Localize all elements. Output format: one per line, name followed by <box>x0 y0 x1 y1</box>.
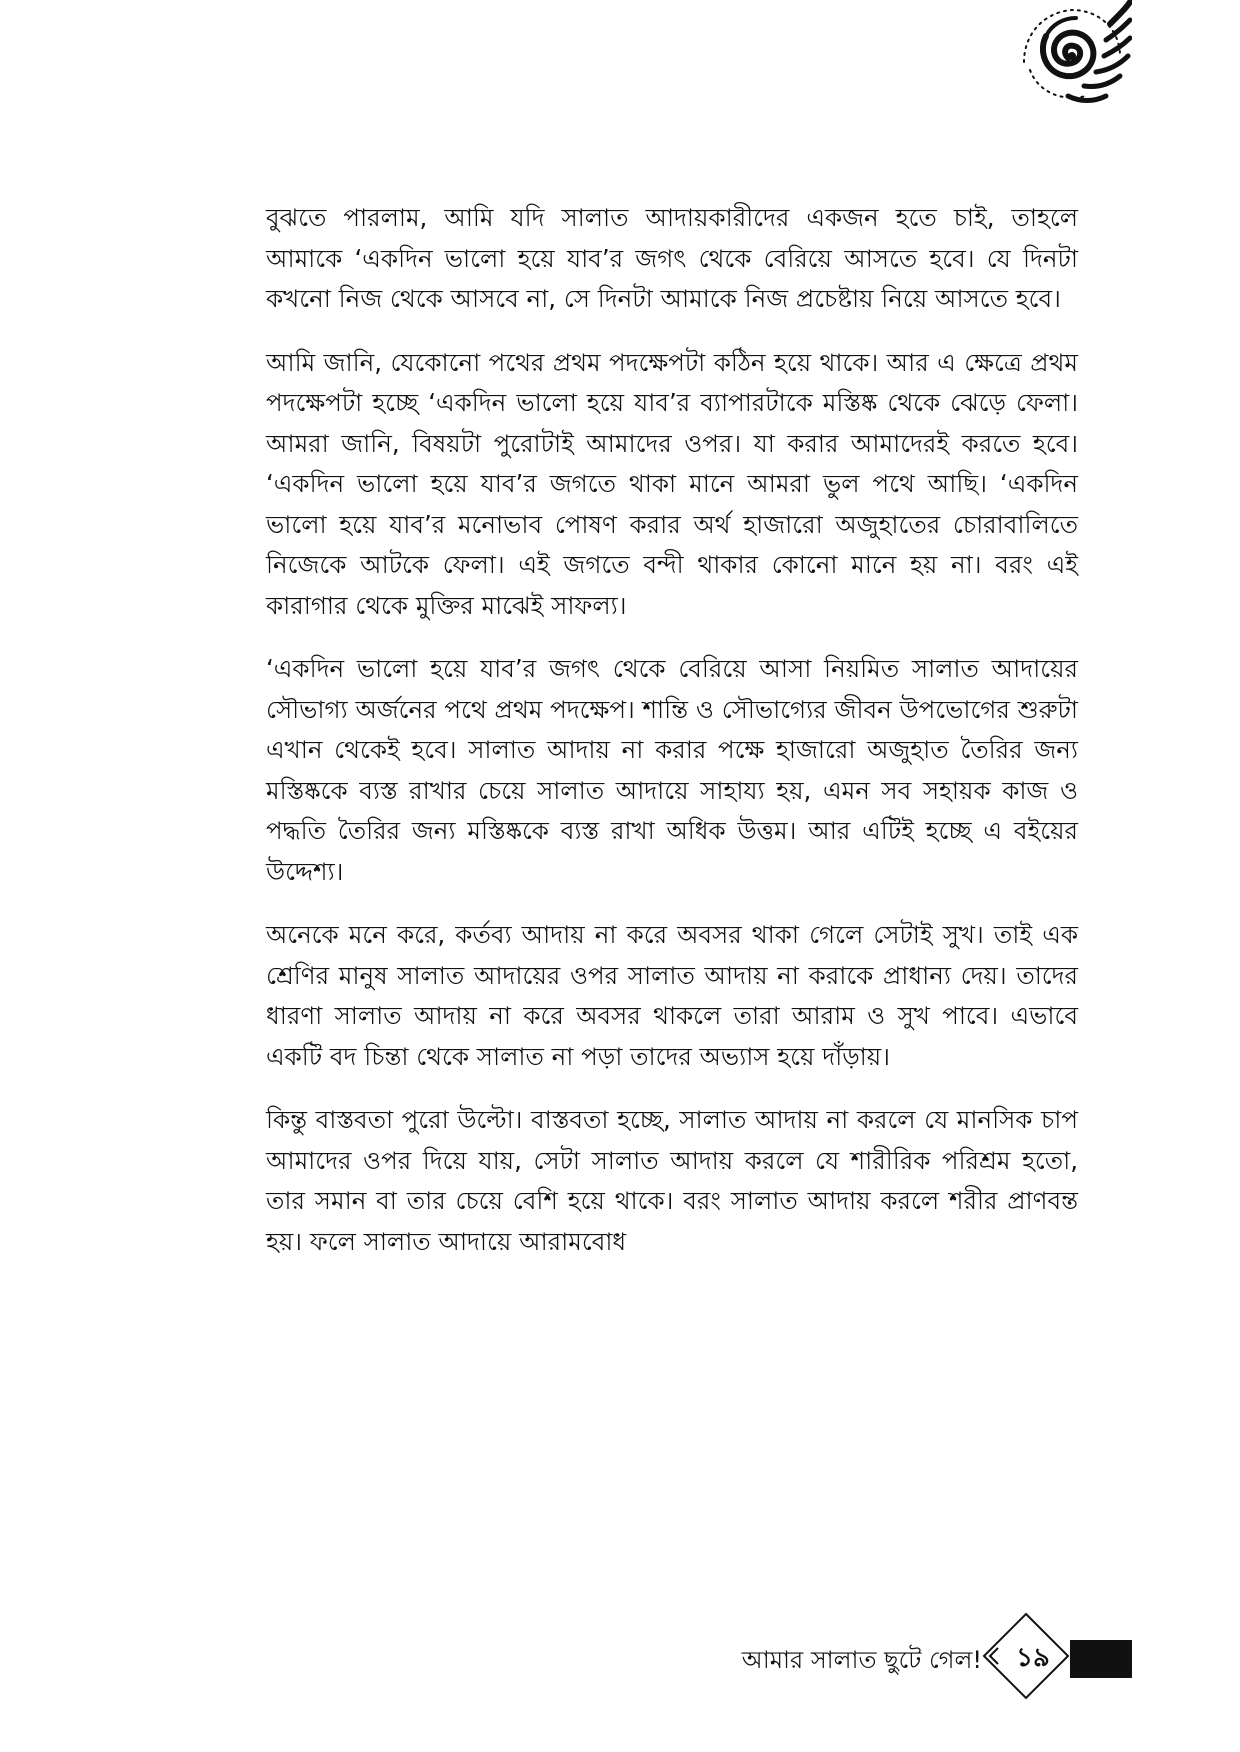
paragraph-5: কিন্তু বাস্তবতা পুরো উল্টো। বাস্তবতা হচ্ছে, সালাত আদায় না করলে যে মানসিক চাপ আমাদের ওপর দিয়ে যায়, সেটা সালাত আদায় করলে যে শারীরিক পরিশ্রম হতো, তার সমান বা তার চেয়ে বেশি হয়ে থাকে। বরং সালাত আদায় করলে শরীর প্রাণবন্ত হয়। ফলে সালাত আদায়ে আরামবোধ <box>266 1105 1078 1256</box>
swirl-ornament-icon <box>1010 0 1132 110</box>
paragraph-2: আমি জানি, যেকোনো পথের প্রথম পদক্ষেপটা কঠিন হয়ে থাকে। আর এ ক্ষেত্রে প্রথম পদক্ষেপটা হচ্ছে ‘একদিন ভালো হয়ে যাব’র ব্যাপারটাকে মস্তিষ্ক থেকে ঝেড়ে ফেলা। আমরা জানি, বিষয়টা পুরোটাই আমাদের ওপর। যা করার আমাদেরই করতে হবে। ‘একদিন ভালো হয়ে যাব’র জগতে থাকা মানে আমরা ভুল পথে আছি। ‘একদিন ভালো হয়ে যাব’র মনোভাব পোষণ করার অর্থ হাজারো অজুহাতের চোরাবালিতে নিজেকে আটকে ফেলা। এই জগতে বন্দী থাকার কোনো মানে হয় না। বরং এই কারাগার থেকে মুক্তির মাঝেই সাফল্য। <box>266 347 1078 620</box>
page-footer <box>600 1600 1140 1710</box>
footer-bar <box>1070 1640 1132 1678</box>
paragraph-3: ‘একদিন ভালো হয়ে যাব’র জগৎ থেকে বেরিয়ে আসা নিয়মিত সালাত আদায়ের সৌভাগ্য অর্জনের পথে প্রথম পদক্ষেপ। শান্তি ও সৌভাগ্যের জীবন উপভোগের শুরুটা এখান থেকেই হবে। সালাত আদায় না করার পক্ষে হাজারো অজুহাত তৈরির জন্য মস্তিষ্ককে ব্যস্ত রাখার চেয়ে সালাত আদায়ে সাহায্য হয়, এমন সব সহায়ক কাজ ও পদ্ধতি তৈরির জন্য মস্তিষ্ককে ব্যস্ত রাখা অধিক উত্তম। আর এটিই হচ্ছে এ বইয়ের উদ্দেশ্য। <box>266 654 1078 886</box>
body-text <box>266 198 1078 1285</box>
paragraph-1: বুঝতে পারলাম, আমি যদি সালাত আদায়কারীদের একজন হতে চাই, তাহলে আমাকে ‘একদিন ভালো হয়ে যাব’র জগৎ থেকে বেরিয়ে আসতে হবে। যে দিনটা কখনো নিজ থেকে আসবে না, সে দিনটা আমাকে নিজ প্রচেষ্টায় নিয়ে আসতে হবে। <box>266 203 1078 313</box>
paragraph-4: অনেকে মনে করে, কর্তব্য আদায় না করে অবসর থাকা গেলে সেটাই সুখ। তাই এক শ্রেণির মানুষ সালাত আদায়ের ওপর সালাত আদায় না করাকে প্রাধান্য দেয়। তাদের ধারণা সালাত আদায় না করে অবসর থাকলে তারা আরাম ও সুখ পাবে। এভাবে একটি বদ চিন্তা থেকে সালাত না পড়া তাদের অভ্যাস হয়ে দাঁড়ায়। <box>266 920 1078 1071</box>
page-number: ১৯ <box>1016 1643 1050 1673</box>
running-title: আমার সালাত ছুটে গেল! <box>741 1646 982 1674</box>
